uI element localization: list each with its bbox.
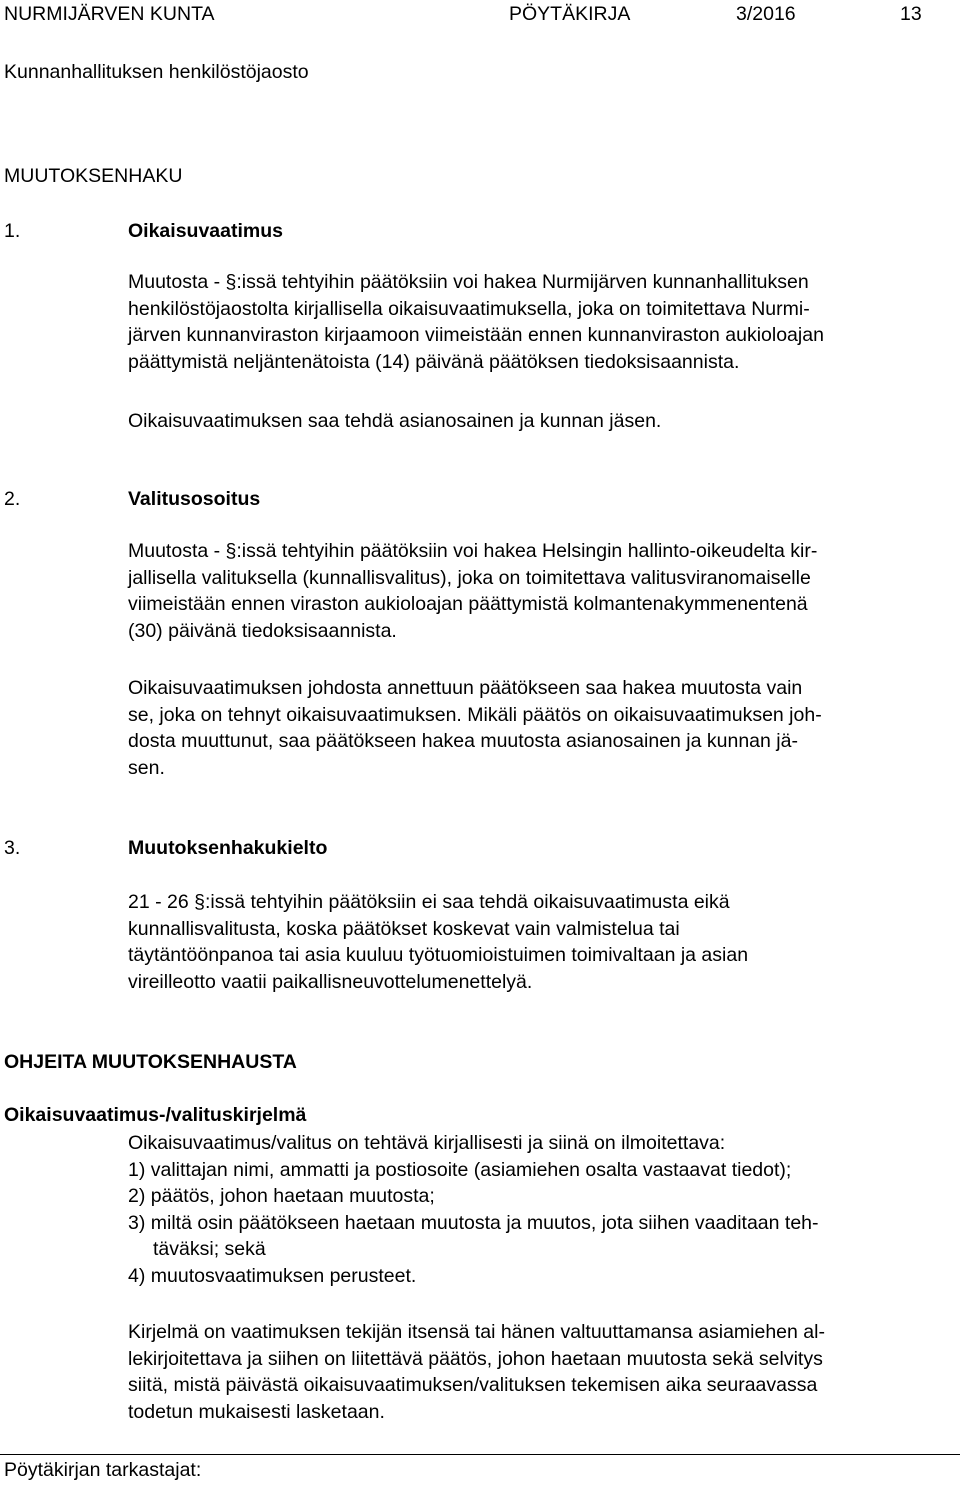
paragraph (128, 269, 956, 375)
section-number: 3. (4, 837, 21, 859)
list-item: 4) muutosvaatimuksen perusteet. (128, 1264, 417, 1287)
paragraph-line: täytäntöönpanoa tai asia kuuluu työtuomioistuimen toimivaltaan ja asian (128, 944, 749, 966)
instructions-list (128, 1130, 956, 1289)
list-item: 2) päätös, johon haetaan muutosta; (128, 1185, 435, 1207)
section-heading: Muutoksenhakukielto (128, 837, 328, 859)
paragraph-line: päättymistä neljäntenätoista (14) päivänä päätöksen tiedoksisaannista. (128, 350, 740, 373)
paragraph-line: siitä, mistä päivästä oikaisuvaatimuksen/valituksen tekemisen aika seuraavassa (128, 1374, 818, 1396)
paragraph-line: jallisella valituksella (kunnallisvalitus), joka on toimitettava valitusviranomaiselle (128, 566, 811, 589)
list-item: 3) miltä osin päätökseen haetaan muutosta ja muutos, jota siihen vaaditaan teh- (128, 1211, 819, 1234)
instructions-title: OHJEITA MUUTOKSENHAUSTA (4, 1051, 297, 1073)
paragraph-line: henkilöstöjaostolta kirjallisella oikaisuvaatimuksella, joka on toimitettava Nurmi- (128, 297, 810, 320)
paragraph-line: lekirjoitettava ja siihen on liitettävä päätös, johon haetaan muutosta sekä selvitys (128, 1347, 823, 1370)
closing-paragraph (128, 1319, 956, 1425)
paragraph-line: dosta muuttunut, saa päätökseen hakea muutosta asianosainen ja kunnan jä- (128, 730, 798, 752)
section-number: 1. (4, 220, 21, 242)
page-number: 13 (900, 3, 922, 25)
instructions-intro: Oikaisuvaatimus/valitus on tehtävä kirjallisesti ja siinä on ilmoitettava: (128, 1132, 726, 1154)
paragraph (128, 889, 956, 995)
paragraph (128, 408, 956, 435)
instructions-subtitle: Oikaisuvaatimus-/valituskirjelmä (4, 1104, 307, 1126)
section-number: 2. (4, 488, 21, 510)
paragraph (128, 675, 956, 781)
section-heading: Oikaisuvaatimus (128, 220, 283, 242)
paragraph-line: sen. (128, 756, 165, 779)
org-name: NURMIJÄRVEN KUNTA (4, 3, 215, 25)
committee-name: Kunnanhallituksen henkilöstöjaosto (4, 61, 309, 83)
footer-label: Pöytäkirjan tarkastajat: (4, 1459, 202, 1481)
paragraph-line: kunnallisvalitusta, koska päätökset koskevat vain valmistelua tai (128, 917, 680, 940)
list-item-continuation: täväksi; sekä (153, 1238, 266, 1260)
list-item: 1) valittajan nimi, ammatti ja postiosoite (asiamiehen osalta vastaavat tiedot); (128, 1158, 792, 1181)
paragraph-line: Kirjelmä on vaatimuksen tekijän itsensä tai hänen valtuuttamansa asiamiehen al- (128, 1321, 825, 1343)
paragraph-line: 21 - 26 §:issä tehtyihin päätöksiin ei saa tehdä oikaisuvaatimusta eikä (128, 891, 730, 913)
paragraph-line: Muutosta - §:issä tehtyihin päätöksiin voi hakea Nurmijärven kunnanhallituksen (128, 271, 809, 293)
doc-type: PÖYTÄKIRJA (509, 3, 631, 25)
footer-divider (0, 1454, 960, 1455)
paragraph-line: Oikaisuvaatimuksen saa tehdä asianosainen ja kunnan jäsen. (128, 410, 662, 432)
section-title: MUUTOKSENHAKU (4, 165, 183, 187)
paragraph-line: se, joka on tehnyt oikaisuvaatimuksen. Mikäli päätös on oikaisuvaatimuksen joh- (128, 703, 822, 726)
paragraph (128, 538, 956, 644)
section-heading: Valitusosoitus (128, 488, 261, 510)
paragraph-line: viimeistään ennen viraston aukioloajan päättymistä kolmantenakymmenentenä (128, 593, 808, 615)
doc-number: 3/2016 (736, 3, 796, 25)
paragraph-line: (30) päivänä tiedoksisaannista. (128, 619, 397, 642)
paragraph-line: Oikaisuvaatimuksen johdosta annettuun päätökseen saa hakea muutosta vain (128, 677, 803, 699)
paragraph-line: todetun mukaisesti lasketaan. (128, 1400, 385, 1423)
paragraph-line: Muutosta - §:issä tehtyihin päätöksiin voi hakea Helsingin hallinto-oikeudelta kir- (128, 540, 818, 562)
paragraph-line: järven kunnanviraston kirjaamoon viimeistään ennen kunnanviraston aukioloajan (128, 324, 824, 346)
paragraph-line: vireilleotto vaatii paikallisneuvottelumenettelyä. (128, 970, 533, 993)
